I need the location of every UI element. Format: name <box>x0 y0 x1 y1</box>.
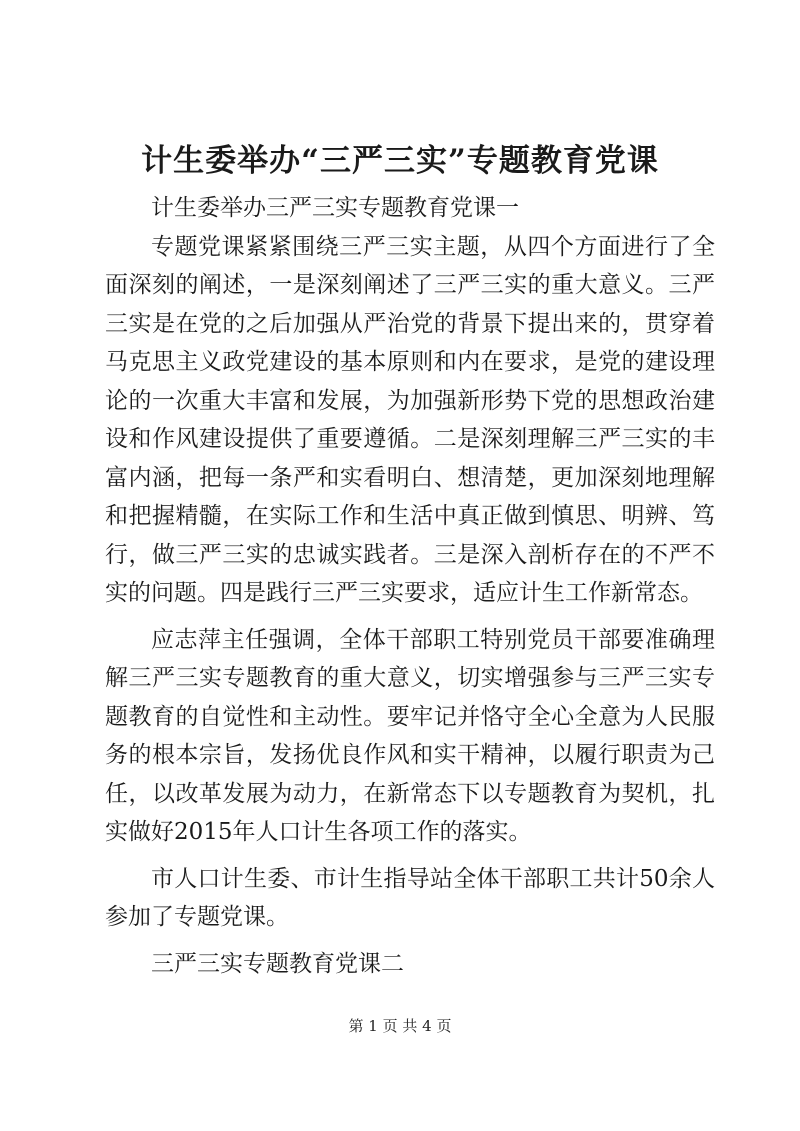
paragraph-subtitle-2: 三严三实专题教育党课二 <box>151 950 404 977</box>
document-body <box>105 189 715 983</box>
paragraph-lecture-summary: 专题党课紧紧围绕三严三实主题，从四个方面进行了全面深刻的阐述，一是深刻阐述了三严三实的重大意义。三严三实是在党的之后加强从严治党的背景下提出来的，贯穿着马克思主义政党建设的基本原则和内在要求，是党的建设理论的一次重大丰富和发展，为加强新形势下党的思想政治建设和作风建设提供了重要遵循。二是深刻理解三严三实的丰富内涵，把每一条严和实看明白、想清楚，更加深刻地理解和把握精髓，在实际工作和生活中真正做到慎思、明辨、笃行，做三严三实的忠诚实践者。三是深入剖析存在的不严不实的问题。四是践行三严三实要求，适应计生工作新常态。 <box>105 233 715 606</box>
page-number-footer: 第 1 页 共 4 页 <box>348 1017 452 1035</box>
paragraph-director-remarks: 应志萍主任强调，全体干部职工特别党员干部要准确理解三严三实专题教育的重大意义，切实增强参与三严三实专题教育的自觉性和主动性。要牢记并恪守全心全意为人民服务的根本宗旨，发扬优良作风和实干精神，以履行职责为己任，以改革发展为动力，在新常态下以专题教育为契机，扎实做好2015年人口计生各项工作的落实。 <box>105 626 715 845</box>
paragraph-subtitle-1: 计生委举办三严三实专题教育党课一 <box>151 195 519 221</box>
paragraph-attendance: 市人口计生委、市计生指导站全体干部职工共计50余人参加了专题党课。 <box>105 865 715 930</box>
document-title: 计生委举办“三严三实”专题教育党课 <box>141 143 659 179</box>
